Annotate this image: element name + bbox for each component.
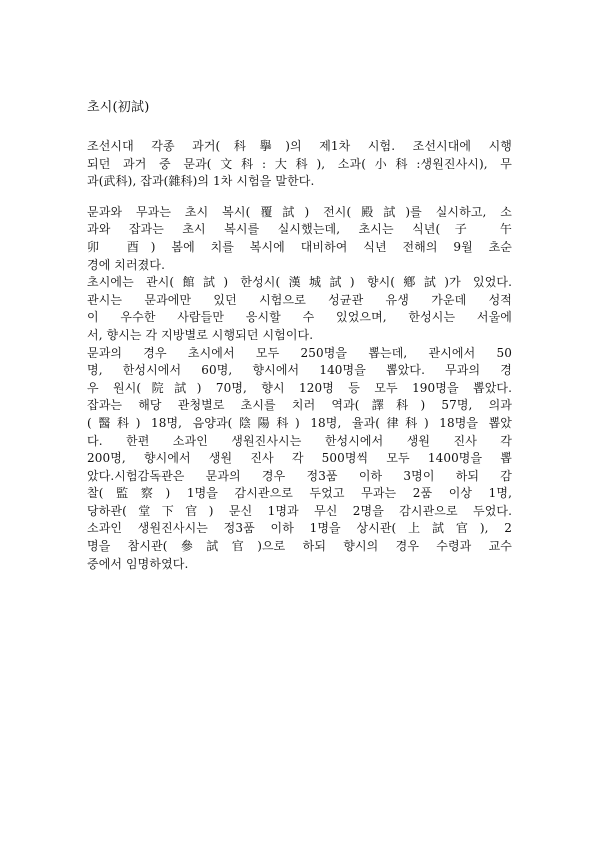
text-line: 조선시대 각종 과거(科擧)의 제1차 시험. 조선시대에 시행: [87, 139, 512, 153]
text-line: (醫科) 18명, 음양과(陰陽科) 18명, 율과(律科) 18명을 뽑았: [87, 415, 512, 430]
text-line: 중에서 임명하였다.: [87, 556, 189, 571]
text-line: 소과인 생원진사시는 정3품 이하 1명을 상시관(上試官), 2: [87, 521, 512, 536]
text-line: 경에 치러졌다.: [87, 257, 165, 272]
text-line: 초시에는 관시(館試) 한성시(漢城試) 향시(鄕試)가 있었다.: [87, 275, 512, 290]
text-line: 과(武科), 잡과(雜科)의 1차 시험을 말한다.: [87, 174, 315, 189]
text-line: 당하관(堂下官) 문신 1명과 무신 2명을 감시관으로 두었다.: [87, 503, 512, 518]
text-line: 명, 한성시에서 60명, 향시에서 140명을 뽑았다. 무과의 경: [87, 363, 512, 378]
text-line: 서, 향시는 각 지방별로 시행되던 시험이다.: [87, 327, 314, 342]
text-line: 명을 참시관(參試官)으로 하되 향시의 경우 수령과 교수: [87, 539, 512, 554]
text-line: 았다.시험감독관은 문과의 경우 정3품 이하 3명이 하되 감: [87, 468, 512, 483]
text-line: 문과와 무과는 초시 복시(覆試) 전시(殿試)를 실시하고, 소: [87, 204, 512, 219]
text-line: 200명, 향시에서 생원 진사 각 500명씩 모두 1400명을 뽑: [87, 451, 512, 466]
text-line: 卯 酉) 봄에 치를 복시에 대비하여 식년 전해의 9월 초순: [87, 239, 512, 254]
text-line: 잡과는 해당 관청별로 초시를 치러 역과(譯科) 57명, 의과: [87, 398, 512, 413]
text-line: 우 원시(院試) 70명, 향시 120명 등 모두 190명을 뽑았다.: [87, 380, 512, 395]
paragraph-quotas: [87, 345, 512, 574]
text-line: 과와 잡과는 초시 복시를 실시했는데, 초시는 식년(子 午: [87, 222, 512, 237]
paragraph-definition: [87, 138, 512, 191]
text-line: 관시는 문과에만 있던 시험으로 성균관 유생 가운데 성적: [87, 292, 512, 307]
document-title: 초시(初試): [87, 100, 150, 115]
document-page: [87, 100, 512, 573]
paragraph-gap: [87, 191, 512, 204]
text-line: 찰(監察) 1명을 감시관으로 두었고 무과는 2품 이상 1명,: [87, 486, 512, 501]
paragraph-stages: [87, 204, 512, 274]
text-line: 이 우수한 사람들만 응시할 수 있었으며, 한성시는 서울에: [87, 310, 512, 325]
paragraph-types: [87, 274, 512, 344]
text-line: 문과의 경우 초시에서 모두 250명을 뽑는데, 관시에서 50: [87, 345, 512, 360]
text-line: 다. 한편 소과인 생원진사시는 한성시에서 생원 진사 각: [87, 433, 512, 448]
text-line: 되던 과거 중 문과(文科:大科), 소과(小科:생원진사시), 무: [87, 156, 512, 171]
